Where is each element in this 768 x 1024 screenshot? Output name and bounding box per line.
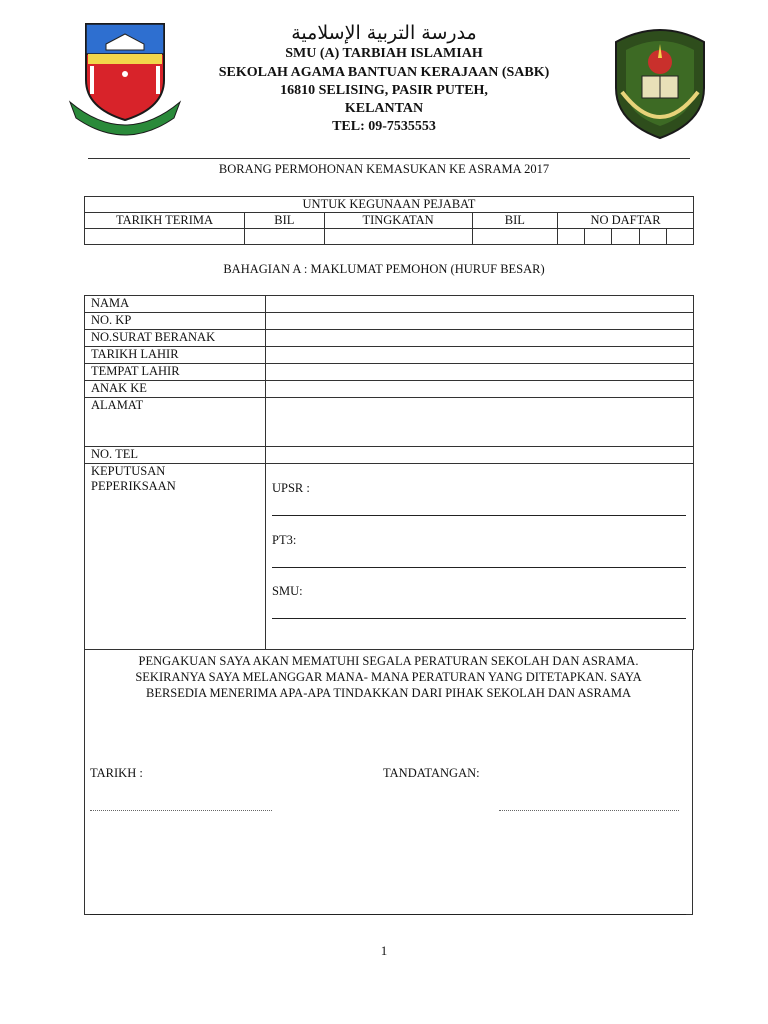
bottom-rule: [90, 914, 686, 915]
cell-tarikh-terima[interactable]: [85, 229, 245, 245]
exam-results-cell: [266, 464, 694, 650]
page-number: 1: [380, 943, 388, 958]
col-tingkatan: TINGKATAN: [324, 213, 472, 229]
input-no-tel[interactable]: [266, 447, 694, 464]
cell-no-daftar-4[interactable]: [639, 229, 666, 245]
label-tempat-lahir: TEMPAT LAHIR: [85, 364, 266, 381]
label-keputusan-line2: PEPERIKSAAN: [91, 479, 176, 493]
col-tarikh-terima: TARIKH TERIMA: [85, 213, 245, 229]
col-bil-1: BIL: [245, 213, 325, 229]
declaration-line-2: SEKIRANYA SAYA MELANGGAR MANA- MANA PERATURAN YANG DITETAPKAN. SAYA: [135, 670, 642, 684]
label-alamat: ALAMAT: [85, 398, 266, 447]
cell-no-daftar-2[interactable]: [585, 229, 612, 245]
applicant-info-table: [84, 295, 694, 650]
form-title: BORANG PERMOHONAN KEMASUKAN KE ASRAMA 2017: [218, 162, 550, 176]
school-name: SMU (A) TARBIAH ISLAMIAH: [285, 46, 483, 61]
label-anak-ke: ANAK KE: [85, 381, 266, 398]
address-line-1: 16810 SELISING, PASIR PUTEH,: [280, 83, 488, 98]
cell-no-daftar-5[interactable]: [666, 229, 693, 245]
cell-no-daftar-1[interactable]: [558, 229, 585, 245]
label-tandatangan: TANDATANGAN:: [383, 766, 480, 780]
input-pt3[interactable]: [272, 567, 686, 568]
input-surat-beranak[interactable]: [266, 330, 694, 347]
label-pt3: PT3:: [272, 533, 297, 547]
label-smu: SMU:: [272, 584, 303, 598]
address-line-2: KELANTAN: [344, 101, 424, 116]
cell-bil-1[interactable]: [245, 229, 325, 245]
label-no-kp: NO. KP: [85, 313, 266, 330]
label-keputusan: [85, 464, 266, 650]
input-tandatangan[interactable]: [499, 810, 679, 811]
input-anak-ke[interactable]: [266, 381, 694, 398]
label-no-tel: NO. TEL: [85, 447, 266, 464]
input-tempat-lahir[interactable]: [266, 364, 694, 381]
input-upsr[interactable]: [272, 515, 686, 516]
input-tarikh-lahir[interactable]: [266, 347, 694, 364]
cell-no-daftar-3[interactable]: [612, 229, 639, 245]
label-keputusan-line1: KEPUTUSAN: [91, 464, 166, 478]
cell-tingkatan[interactable]: [324, 229, 472, 245]
input-no-kp[interactable]: [266, 313, 694, 330]
label-surat-beranak: NO.SURAT BERANAK: [85, 330, 266, 347]
school-type: SEKOLAH AGAMA BANTUAN KERAJAAN (SABK): [218, 65, 550, 80]
input-alamat[interactable]: [266, 398, 694, 447]
label-nama: NAMA: [85, 296, 266, 313]
input-nama[interactable]: [266, 296, 694, 313]
declaration-line-1: PENGAKUAN SAYA AKAN MEMATUHI SEGALA PERATURAN SEKOLAH DAN ASRAMA.: [138, 654, 639, 668]
cell-bil-2[interactable]: [472, 229, 558, 245]
input-tarikh[interactable]: [90, 810, 272, 811]
section-a-title: BAHAGIAN A : MAKLUMAT PEMOHON (HURUF BESAR): [223, 262, 545, 276]
phone-number: TEL: 09-7535553: [332, 119, 436, 134]
input-smu[interactable]: [272, 618, 686, 619]
declaration-line-3: BERSEDIA MENERIMA APA-APA TINDAKKAN DARI PIHAK SEKOLAH DAN ASRAMA: [145, 686, 631, 700]
office-use-table: [84, 196, 694, 245]
col-no-daftar: NO DAFTAR: [558, 213, 694, 229]
label-tarikh-lahir: TARIKH LAHIR: [85, 347, 266, 364]
label-upsr: UPSR :: [272, 481, 310, 495]
arabic-school-name: مدرسة التربية الإسلامية: [291, 22, 477, 44]
office-use-title: UNTUK KEGUNAAN PEJABAT: [85, 197, 694, 213]
col-bil-2: BIL: [472, 213, 558, 229]
label-tarikh: TARIKH :: [90, 766, 143, 780]
declaration-text: [84, 653, 693, 701]
header-divider: [88, 158, 690, 159]
